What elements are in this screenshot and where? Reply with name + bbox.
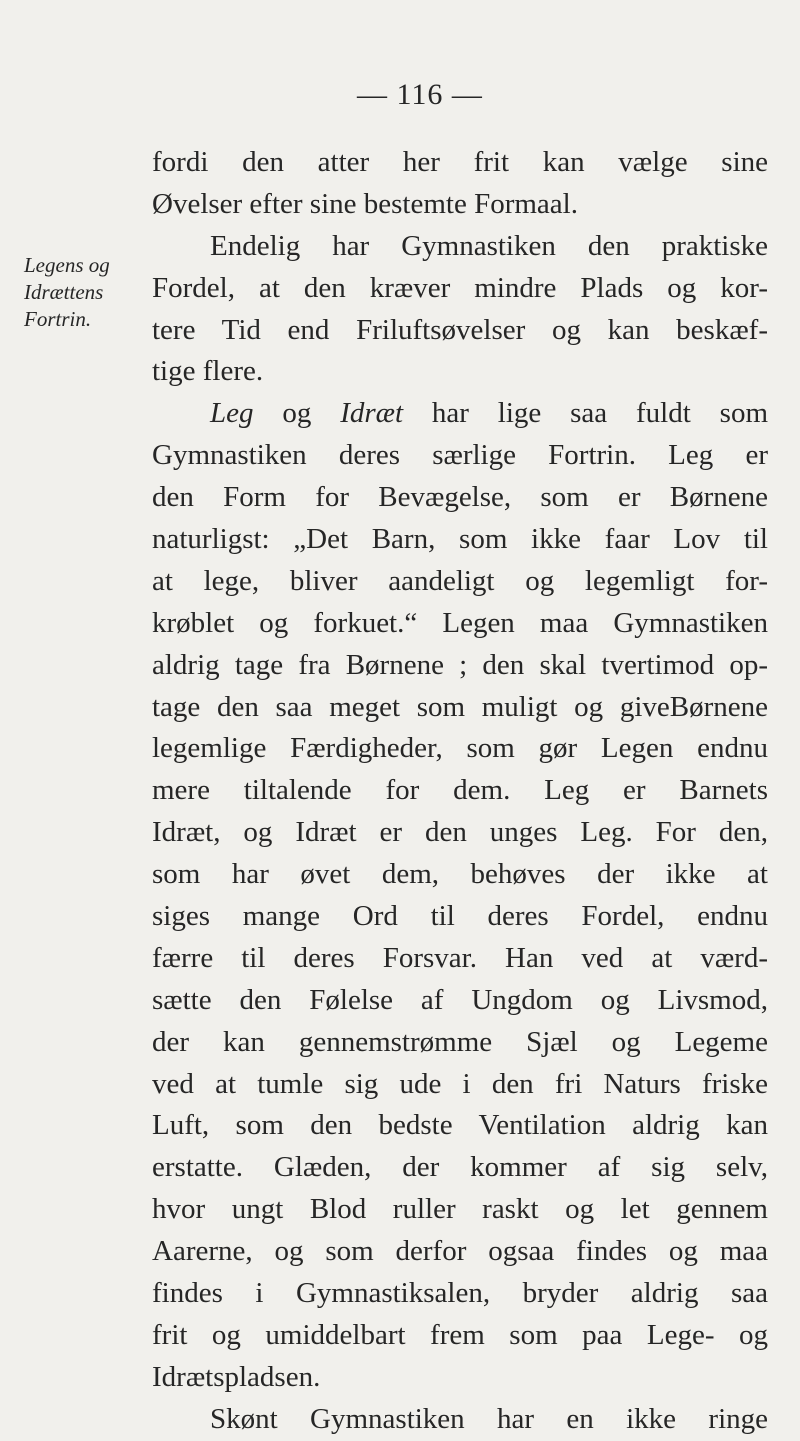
margin-note-line: Legens og — [24, 253, 110, 277]
text-line: ved at tumle sig ude i den fri Naturs friske — [152, 1067, 768, 1100]
text-line: der kan gennemstrømme Sjæl og Legeme — [152, 1025, 768, 1058]
margin-note — [24, 252, 139, 333]
text-line: Skønt Gymnastiken har en ikke ringe — [210, 1402, 768, 1435]
text-line: Aarerne, og som derfor ogsaa findes og maa — [152, 1235, 768, 1268]
margin-note-line: Idrættens — [24, 280, 104, 304]
text-line: hvor ungt Blod ruller raskt og let gennem — [152, 1193, 768, 1226]
text-line: at lege, bliver aandeligt og legemligt for- — [152, 564, 768, 597]
text-line: færre til deres Forsvar. Han ved at værd- — [152, 941, 768, 974]
emphasis-leg: Leg — [210, 397, 254, 430]
text-line: frit og umiddelbart frem som paa Lege- og — [152, 1318, 768, 1351]
text-line: erstatte. Glæden, der kommer af sig selv, — [152, 1151, 768, 1184]
margin-note-line: Fortrin. — [24, 307, 92, 331]
text-line: tige flere. — [152, 355, 264, 388]
connector-word: og — [282, 397, 312, 430]
body-text — [152, 142, 768, 1441]
text-line: tage den saa meget som muligt og giveBørnene — [152, 690, 768, 723]
text-line: Fordel, at den kræver mindre Plads og kor- — [152, 271, 768, 304]
text-line: Gymnastiken deres særlige Fortrin. Leg er — [152, 439, 768, 472]
text-line: fordi den atter her frit kan vælge sine — [152, 146, 768, 178]
text-line: krøblet og forkuet.“ Legen maa Gymnastiken — [152, 606, 768, 639]
text-line: siges mange Ord til deres Fordel, endnu — [152, 900, 768, 933]
text-line-rest: har lige saa fuldt som — [431, 397, 768, 430]
text-line: Luft, som den bedste Ventilation aldrig kan — [152, 1109, 768, 1142]
emphasis-idraet: Idræt — [340, 397, 404, 430]
page-number: — 116 — — [357, 78, 483, 111]
text-line: Idræt, og Idræt er den unges Leg. For den, — [152, 816, 768, 849]
text-line: mere tiltalende for dem. Leg er Barnets — [152, 774, 768, 807]
text-line: den Form for Bevægelse, som er Børnene — [152, 481, 768, 514]
text-line-with-emphasis — [152, 393, 768, 435]
text-line: Øvelser efter sine bestemte Formaal. — [152, 187, 578, 220]
text-line: naturligst: „Det Barn, som ikke faar Lov til — [152, 523, 768, 556]
text-line: aldrig tage fra Børnene ; den skal tvertimod op- — [152, 648, 768, 681]
text-line: Idrætspladsen. — [152, 1360, 321, 1393]
text-line: som har øvet dem, behøves der ikke at — [152, 858, 768, 891]
text-line: tere Tid end Friluftsøvelser og kan beskæf- — [152, 313, 768, 346]
text-line: legemlige Færdigheder, som gør Legen endnu — [152, 732, 768, 765]
text-line: sætte den Følelse af Ungdom og Livsmod, — [152, 983, 768, 1016]
text-line: Endelig har Gymnastiken den praktiske — [210, 229, 768, 262]
text-line: findes i Gymnastiksalen, bryder aldrig saa — [152, 1277, 768, 1310]
